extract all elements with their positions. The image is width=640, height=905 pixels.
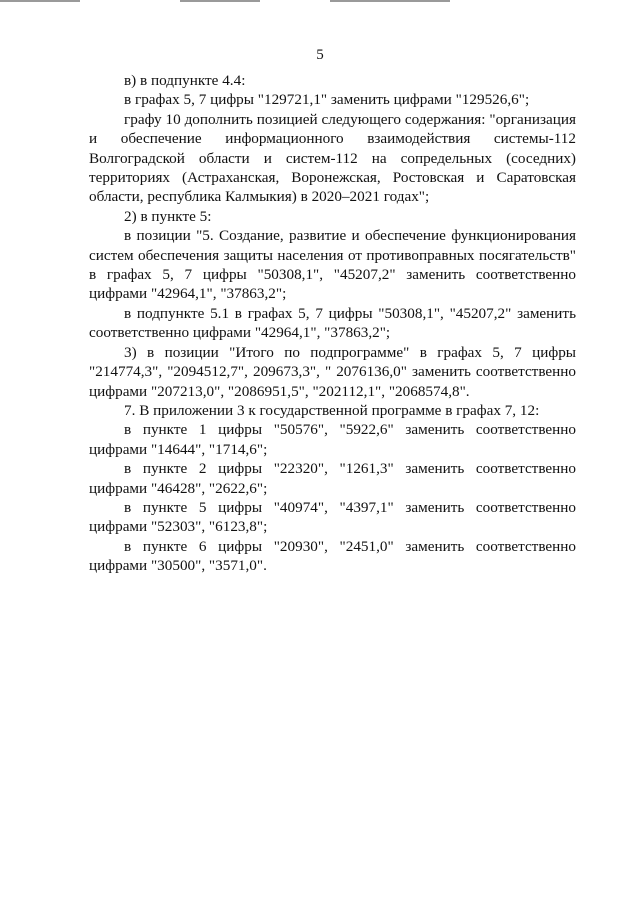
paragraph-position-5: в позиции "5. Создание, развитие и обеспечение функционирования систем обеспечения защиты населения от противоправных посягательств" в графах 5, 7 цифры "50308,1", "45207,2" заменить соответственно цифрами "42964,1", "37863,2"; [89, 227, 576, 303]
paragraph-columns-5-7: в графах 5, 7 цифры "129721,1" заменить цифрами "129526,6"; [124, 91, 530, 109]
scan-edge-line-right [330, 0, 450, 2]
scan-edge-line-middle [180, 0, 260, 2]
paragraph-point-1: в пункте 1 цифры "50576", "5922,6" заменить соответственно цифрами "14644", "1714,6"; [89, 421, 576, 458]
paragraph-total-subprogram: 3) в позиции "Итого по подпрограмме" в графах 5, 7 цифры "214774,3", "2094512,7", 209673,3", " 2076136,0" заменить соответственно цифрами "207213,0", "2086951,5", "202112,1", "2068574,8". [89, 343, 576, 400]
paragraph-subpoint-v-4-4: в) в подпункте 4.4: [124, 72, 246, 89]
document-body [89, 71, 576, 576]
paragraph-appendix-3: 7. В приложении 3 к государственной программе в графах 7, 12: [124, 401, 540, 419]
paragraph-point-5: в пункте 5 цифры "40974", "4397,1" заменить соответственно цифрами "52303", "6123,8"; [89, 498, 576, 536]
paragraph-point-5-heading: 2) в пункте 5: [124, 207, 212, 225]
page-number: 5 [316, 47, 324, 63]
scan-edge-line-left [0, 0, 80, 2]
paragraph-point-6: в пункте 6 цифры "20930", "2451,0" заменить соответственно цифрами "30500", "3571,0". [89, 537, 576, 575]
paragraph-column-10-addition: графу 10 дополнить позицией следующего содержания: "организация и обеспечение информационного взаимодействия системы-112 Волгоградской области и систем-112 на сопредельных (соседних) территориях (Астраханская, Воронежская, Ростовская и Саратовская области, республика Калмыкия) в 2020–2021 годах"; [89, 110, 576, 206]
paragraph-point-2: в пункте 2 цифры "22320", "1261,3" заменить соответственно цифрами "46428", "2622,6"; [89, 460, 576, 497]
paragraph-subpoint-5-1: в подпункте 5.1 в графах 5, 7 цифры "50308,1", "45207,2" заменить соответственно цифрами "42964,1", "37863,2"; [89, 304, 576, 342]
